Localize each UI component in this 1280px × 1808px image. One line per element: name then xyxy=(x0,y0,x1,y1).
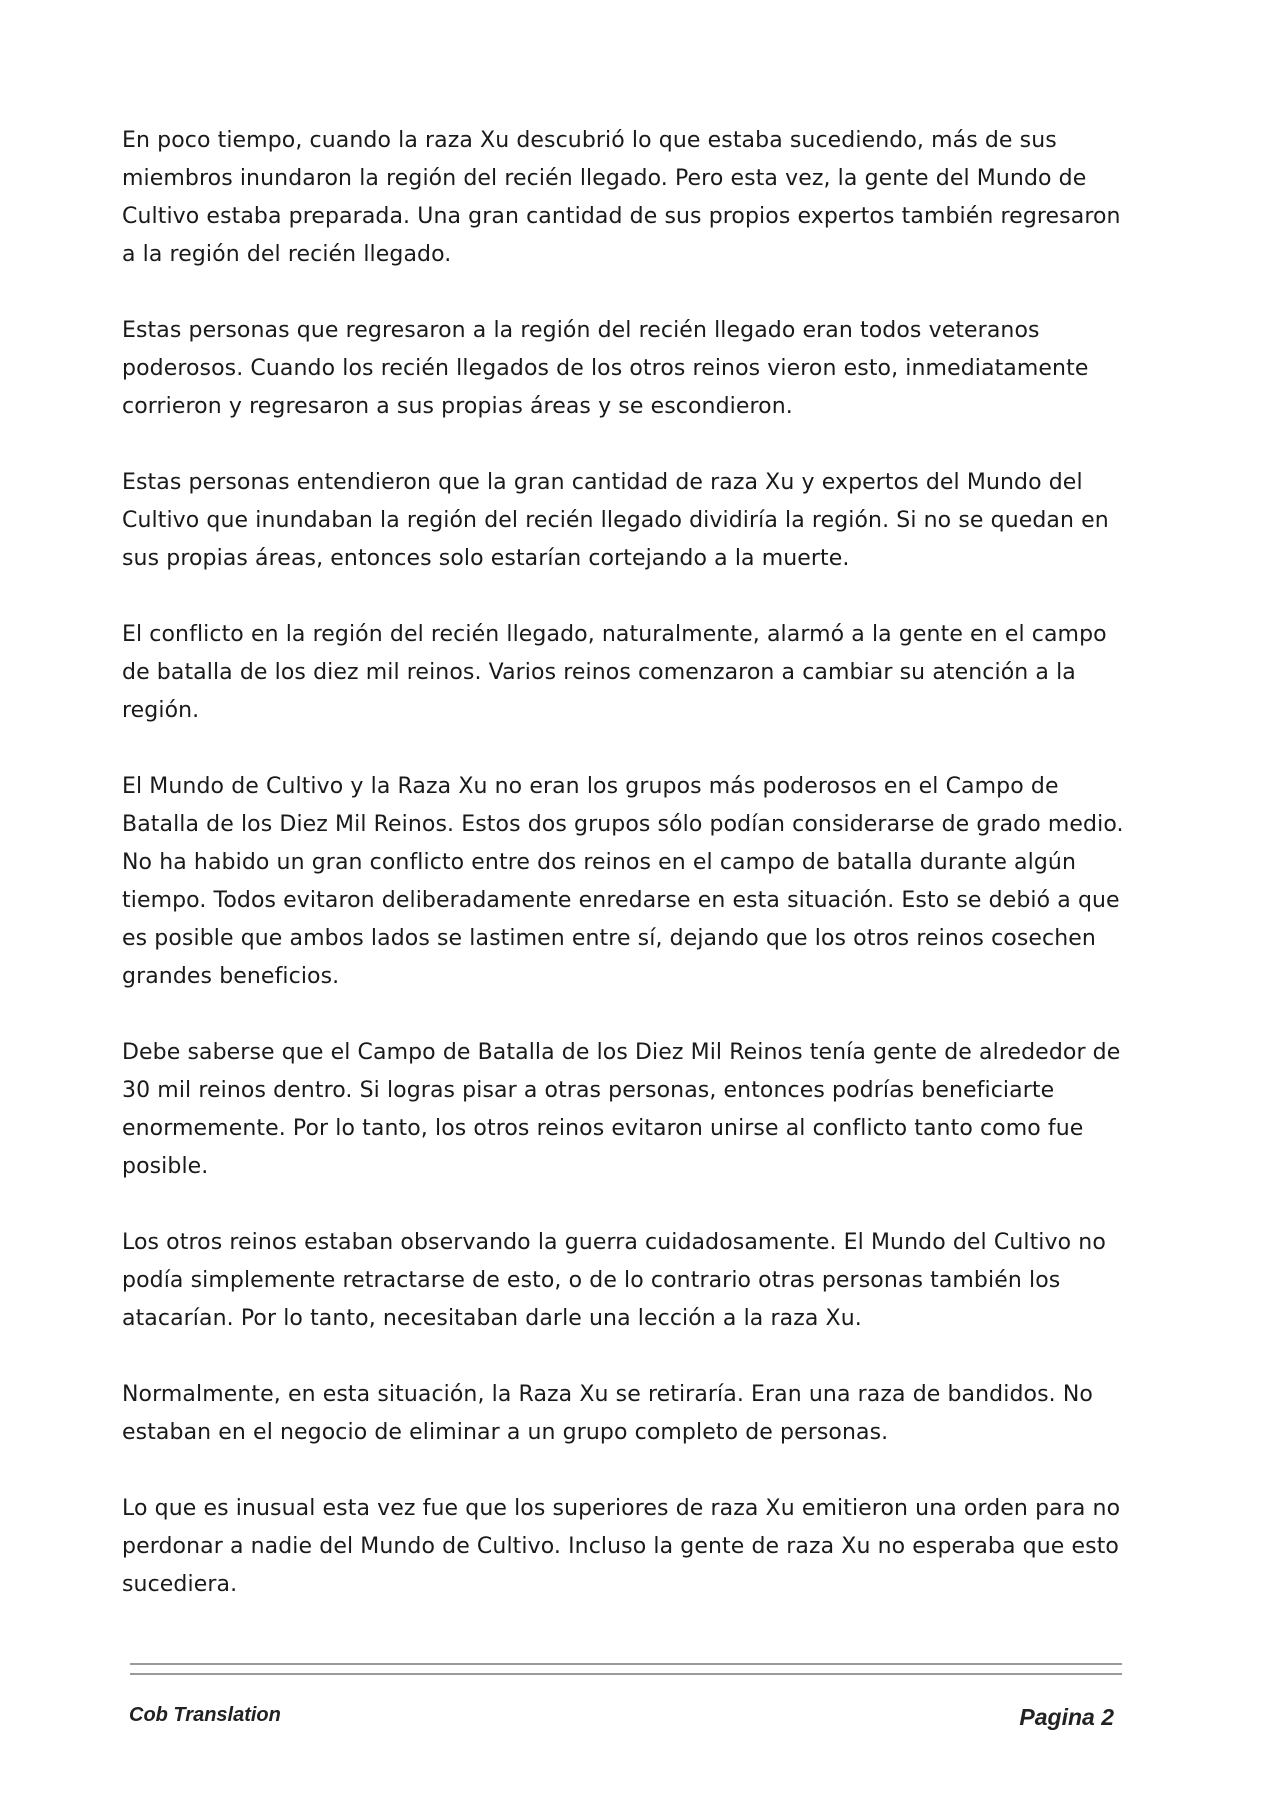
body-text xyxy=(122,122,1127,1642)
paragraph: Debe saberse que el Campo de Batalla de los Diez Mil Reinos tenía gente de alrededor de 30 mil reinos dentro. Si logras pisar a otras personas, entonces podrías beneficiarte enormemente. Por lo tanto, los otros reinos evitaron unirse al conflicto tanto como fue posible. xyxy=(122,1040,1121,1179)
page-number: Pagina 2 xyxy=(1019,1704,1114,1730)
paragraph: El conflicto en la región del recién llegado, naturalmente, alarmó a la gente en el campo de batalla de los diez mil reinos. Varios reinos comenzaron a cambiar su atención a la región. xyxy=(122,622,1107,723)
paragraph: Estas personas que regresaron a la región del recién llegado eran todos veteranos poderosos. Cuando los recién llegados de los otros reinos vieron esto, inmediatamente corrieron y regresaron a sus propias áreas y se escondieron. xyxy=(122,318,1089,419)
paragraph: En poco tiempo, cuando la raza Xu descubrió lo que estaba sucediendo, más de sus miembros inundaron la región del recién llegado. Pero esta vez, la gente del Mundo de Cultivo estaba preparada. Una gran cantidad de sus propios expertos también regresaron a la región del recién llegado. xyxy=(122,128,1121,267)
paragraph: El Mundo de Cultivo y la Raza Xu no eran los grupos más poderosos en el Campo de Batalla de los Diez Mil Reinos. Estos dos grupos sólo podían considerarse de grado medio. No ha habido un gran conflicto entre dos reinos en el campo de batalla durante algún tiempo. Todos evitaron deliberadamente enredarse en esta situación. Esto se debió a que es posible que ambos lados se lastimen entre sí, dejando que los otros reinos cosechen grandes beneficios. xyxy=(122,774,1124,989)
paragraph: Los otros reinos estaban observando la guerra cuidadosamente. El Mundo del Cultivo no podía simplemente retractarse de esto, o de lo contrario otras personas también los atacarían. Por lo tanto, necesitaban darle una lección a la raza Xu. xyxy=(122,1230,1106,1331)
paragraph: Normalmente, en esta situación, la Raza Xu se retiraría. Eran una raza de bandidos. No estaban en el negocio de eliminar a un grupo completo de personas. xyxy=(122,1382,1093,1445)
footer-credit: Cob Translation xyxy=(129,1704,281,1726)
paragraph: Estas personas entendieron que la gran cantidad de raza Xu y expertos del Mundo del Cultivo que inundaban la región del recién llegado dividiría la región. Si no se quedan en sus propias áreas, entonces solo estarían cortejando a la muerte. xyxy=(122,470,1109,571)
footer-divider xyxy=(130,1673,1122,1675)
footer-divider xyxy=(130,1663,1122,1665)
paragraph: Lo que es inusual esta vez fue que los superiores de raza Xu emitieron una orden para no perdonar a nadie del Mundo de Cultivo. Incluso la gente de raza Xu no esperaba que esto sucediera. xyxy=(122,1496,1121,1597)
